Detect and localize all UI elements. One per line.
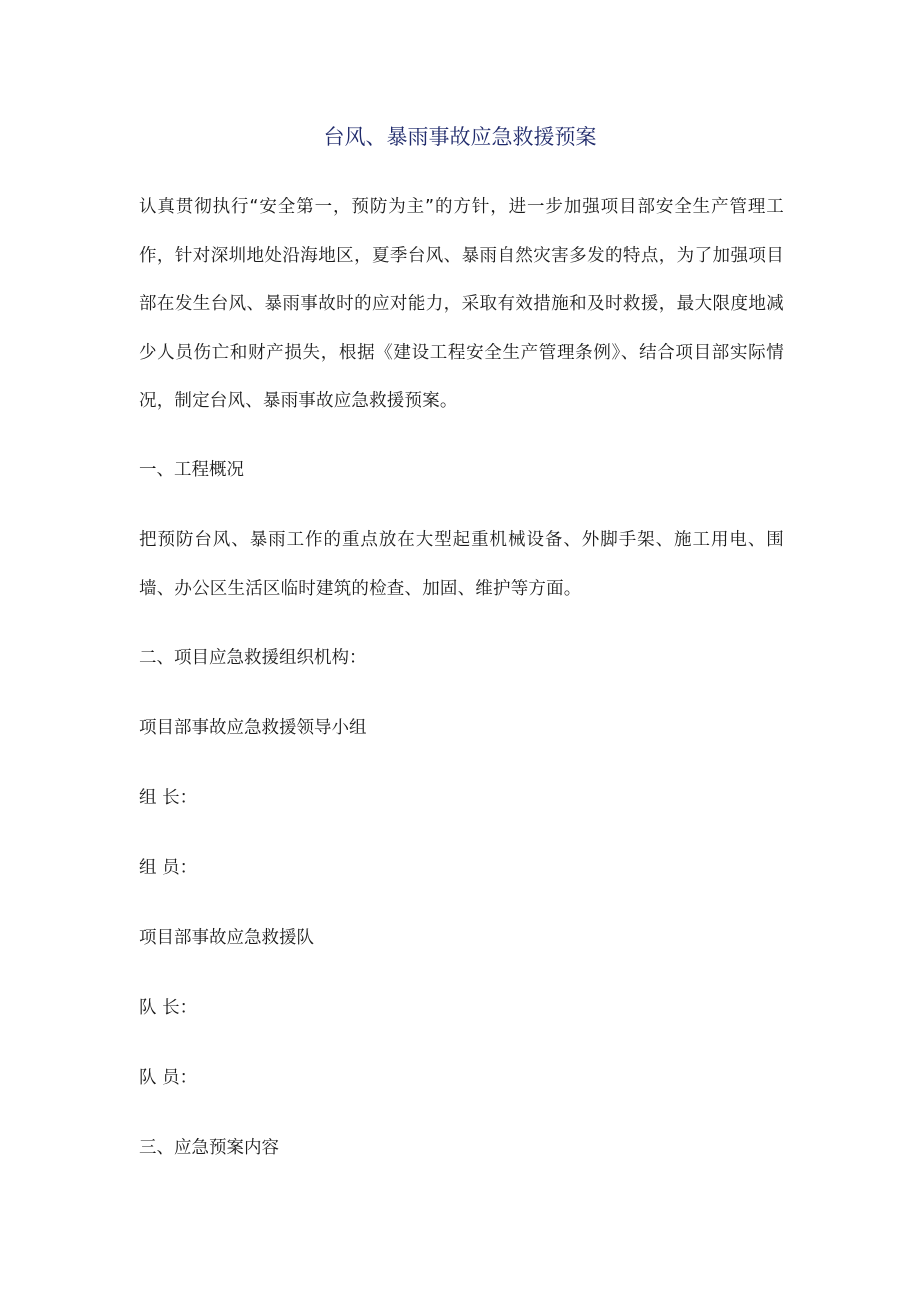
overview-paragraph: 把预防台风、暴雨工作的重点放在大型起重机械设备、外脚手架、施工用电、围墙、办公区生活区临时建筑的检查、加固、维护等方面。 [139, 530, 784, 599]
team-member-label: 队 员： [139, 1068, 198, 1088]
section-heading-organization: 二、项目应急救援组织机构： [139, 648, 367, 668]
document-title: 台风、暴雨事故应急救援预案 [323, 125, 597, 149]
section-heading-plan-content: 三、应急预案内容 [139, 1138, 279, 1158]
team-leader-label: 队 长： [139, 998, 198, 1018]
leader-group-title: 项目部事故应急救援领导小组 [139, 718, 367, 738]
intro-paragraph: 认真贯彻执行“安全第一，预防为主”的方针，进一步加强项目部安全生产管理工作，针对深圳地处沿海地区，夏季台风、暴雨自然灾害多发的特点，为了加强项目部在发生台风、暴雨事故时的应对能力，采取有效措施和及时救援，最大限度地减少人员伤亡和财产损失，根据《建设工程安全生产管理条例》、结合项目部实际情况，制定台风、暴雨事故应急救援预案。 [139, 197, 784, 412]
group-member-label: 组 员： [139, 858, 198, 878]
rescue-team-title: 项目部事故应急救援队 [139, 928, 314, 948]
section-heading-overview: 一、工程概况 [139, 460, 244, 480]
group-leader-label: 组 长： [139, 788, 198, 808]
